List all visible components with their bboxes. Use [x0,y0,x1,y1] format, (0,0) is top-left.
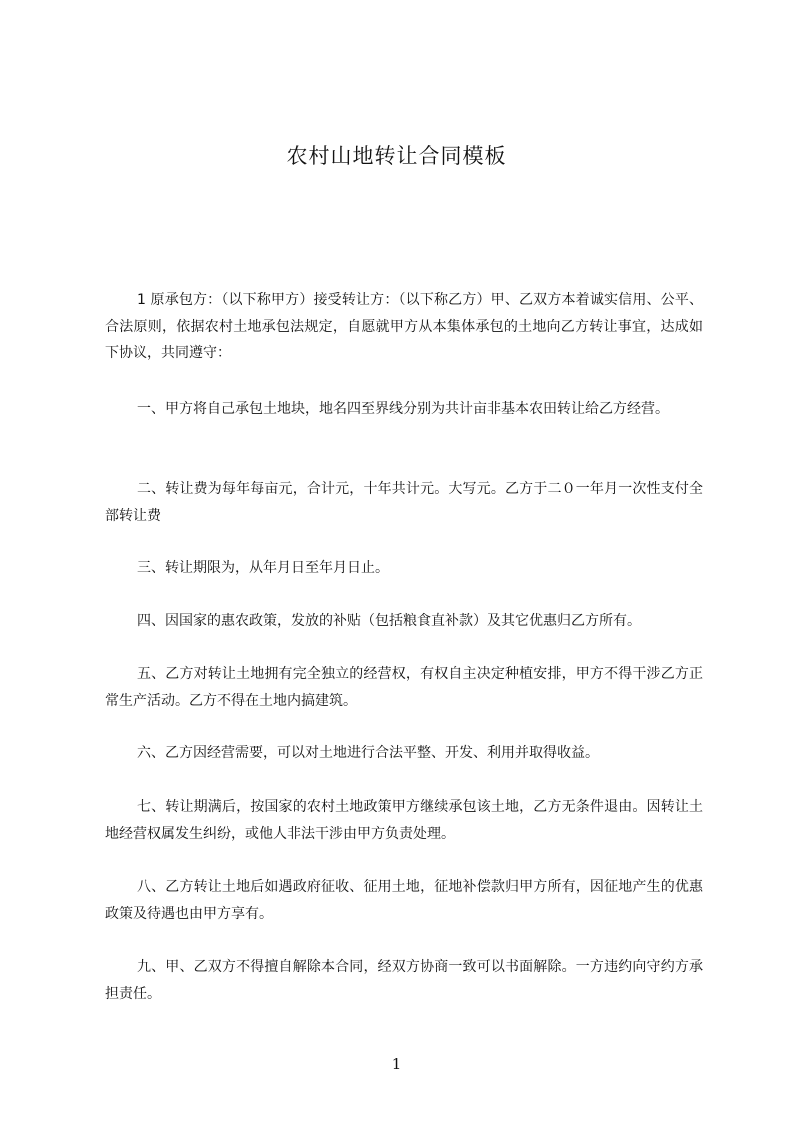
clause-text: 六、乙方因经营需要，可以对土地进行合法平整、开发、利用并取得收益。 [137,745,599,761]
clause-2 [105,476,703,529]
clause-text: 八、乙方转让土地后如遇政府征收、征用土地，征地补偿款归甲方所有，因征地产生的优惠政策及待遇也由甲方享有。 [105,879,703,922]
clause-text: 九、甲、乙双方不得擅自解除本合同，经双方协商一致可以书面解除。一方违约向守约方承担责任。 [105,959,703,1002]
clause-text: 五、乙方对转让土地拥有完全独立的经营权，有权自主决定种植安排，甲方不得干涉乙方正常生产活动。乙方不得在土地内搞建筑。 [105,666,703,709]
clause-text: 二、转让费为每年每亩元，合计元，十年共计元。大写元。乙方于二０一年月一次性支付全部转让费 [105,481,703,524]
clause-6 [105,740,703,767]
clause-3 [105,555,703,582]
page-number: 1 [391,1055,402,1073]
clause-9 [105,954,703,1007]
clause-text: 七、转让期满后，按国家的农村土地政策甲方继续承包该土地，乙方无条件退由。因转让土地经营权属发生纠纷，或他人非法干涉由甲方负责处理。 [105,799,703,842]
intro-text: 1 原承包方：（以下称甲方）接受转让方：（以下称乙方）甲、乙双方本着诚实信用、公平、合法原则，依据农村土地承包法规定，自愿就甲方从本集体承包的土地向乙方转让事宜，达成如下协议，共同遵守： [105,292,703,361]
clause-8 [105,874,703,927]
clause-4 [105,608,703,635]
document-title: 农村山地转让合同模板 [286,144,507,168]
clause-5 [105,661,703,714]
intro-paragraph [105,287,703,367]
clause-7 [105,794,703,847]
clause-text: 三、转让期限为，从年月日至年月日止。 [137,560,389,576]
clause-1 [105,396,703,423]
clause-text: 四、因国家的惠农政策，发放的补贴（包括粮食直补款）及其它优惠归乙方所有。 [137,613,641,629]
clause-text: 一、甲方将自己承包土地块，地名四至界线分别为共计亩非基本农田转让给乙方经营。 [137,401,669,417]
